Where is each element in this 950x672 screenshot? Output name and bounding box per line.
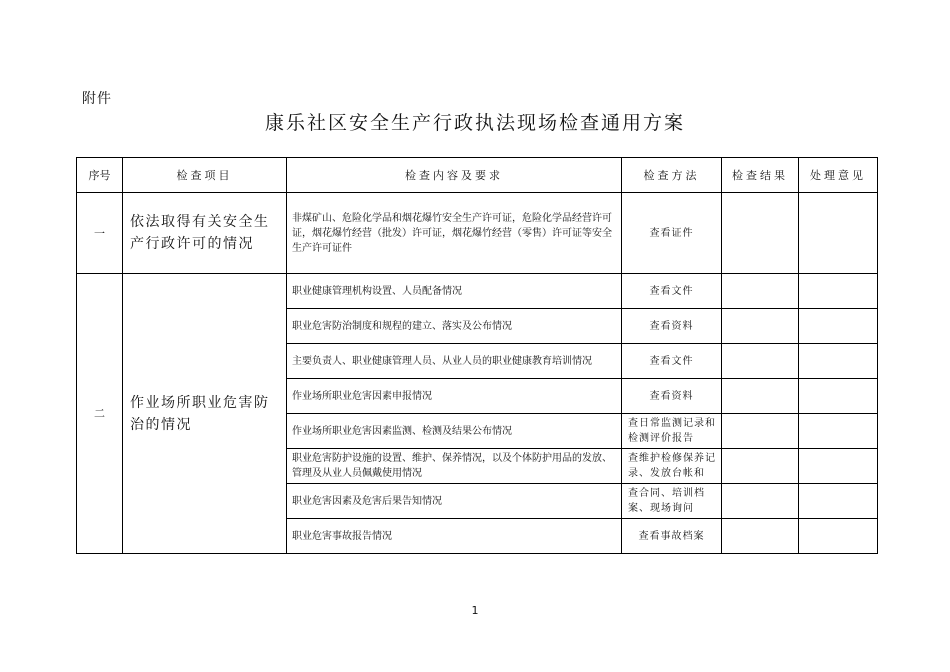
opinion-cell — [799, 344, 878, 379]
result-cell — [722, 309, 799, 344]
check-content: 职业健康管理机构设置、人员配备情况 — [287, 274, 622, 309]
check-content: 职业危害防治制度和规程的建立、落实及公布情况 — [287, 309, 622, 344]
table-row — [77, 193, 878, 274]
opinion-cell — [799, 449, 878, 484]
header-method: 检查方法 — [622, 158, 722, 193]
attachment-label: 附件 — [82, 91, 112, 107]
check-content: 非煤矿山、危险化学品和烟花爆竹安全生产许可证，危险化学品经营许可证，烟花爆竹经营（批发）许可证，烟花爆竹经营（零售）许可证等安全生产许可证件 — [287, 193, 622, 274]
check-method: 查看事故档案 — [622, 519, 722, 554]
row-number: 一 — [77, 193, 123, 274]
opinion-cell — [799, 484, 878, 519]
result-cell — [722, 193, 799, 274]
table-row — [77, 274, 878, 309]
check-method: 查日常监测记录和检测评价报告 — [622, 414, 722, 449]
result-cell — [722, 274, 799, 309]
page-number: 1 — [471, 604, 479, 617]
check-method: 查看证件 — [622, 193, 722, 274]
header-content: 检查内容及要求 — [287, 158, 622, 193]
page-title: 康乐社区安全生产行政执法现场检查通用方案 — [264, 112, 685, 134]
table-header-row — [77, 158, 878, 193]
check-method: 查合同、培训档案、现场询问 — [622, 484, 722, 519]
result-cell — [722, 344, 799, 379]
check-method: 查看文件 — [622, 274, 722, 309]
check-method: 查维护检修保养记录、发放台帐和 — [622, 449, 722, 484]
result-cell — [722, 414, 799, 449]
check-content: 职业危害防护设施的设置、维护、保养情况，以及个体防护用品的发放、管理及从业人员佩戴使用情况 — [287, 449, 622, 484]
check-content: 作业场所职业危害因素监测、检测及结果公布情况 — [287, 414, 622, 449]
opinion-cell — [799, 193, 878, 274]
result-cell — [722, 484, 799, 519]
check-content: 作业场所职业危害因素申报情况 — [287, 379, 622, 414]
inspection-item: 作业场所职业危害防治的情况 — [123, 274, 287, 554]
header-result: 检查结果 — [722, 158, 799, 193]
opinion-cell — [799, 274, 878, 309]
opinion-cell — [799, 309, 878, 344]
opinion-cell — [799, 414, 878, 449]
check-content: 职业危害因素及危害后果告知情况 — [287, 484, 622, 519]
result-cell — [722, 519, 799, 554]
result-cell — [722, 449, 799, 484]
result-cell — [722, 379, 799, 414]
opinion-cell — [799, 519, 878, 554]
header-serial: 序号 — [77, 158, 123, 193]
inspection-table — [76, 157, 878, 554]
check-method: 查看文件 — [622, 344, 722, 379]
check-content: 主要负责人、职业健康管理人员、从业人员的职业健康教育培训情况 — [287, 344, 622, 379]
row-number: 二 — [77, 274, 123, 554]
header-opinion: 处理意见 — [799, 158, 878, 193]
header-item: 检查项目 — [123, 158, 287, 193]
check-method: 查看资料 — [622, 379, 722, 414]
check-method: 查看资料 — [622, 309, 722, 344]
opinion-cell — [799, 379, 878, 414]
inspection-item: 依法取得有关安全生产行政许可的情况 — [123, 193, 287, 274]
check-content: 职业危害事故报告情况 — [287, 519, 622, 554]
